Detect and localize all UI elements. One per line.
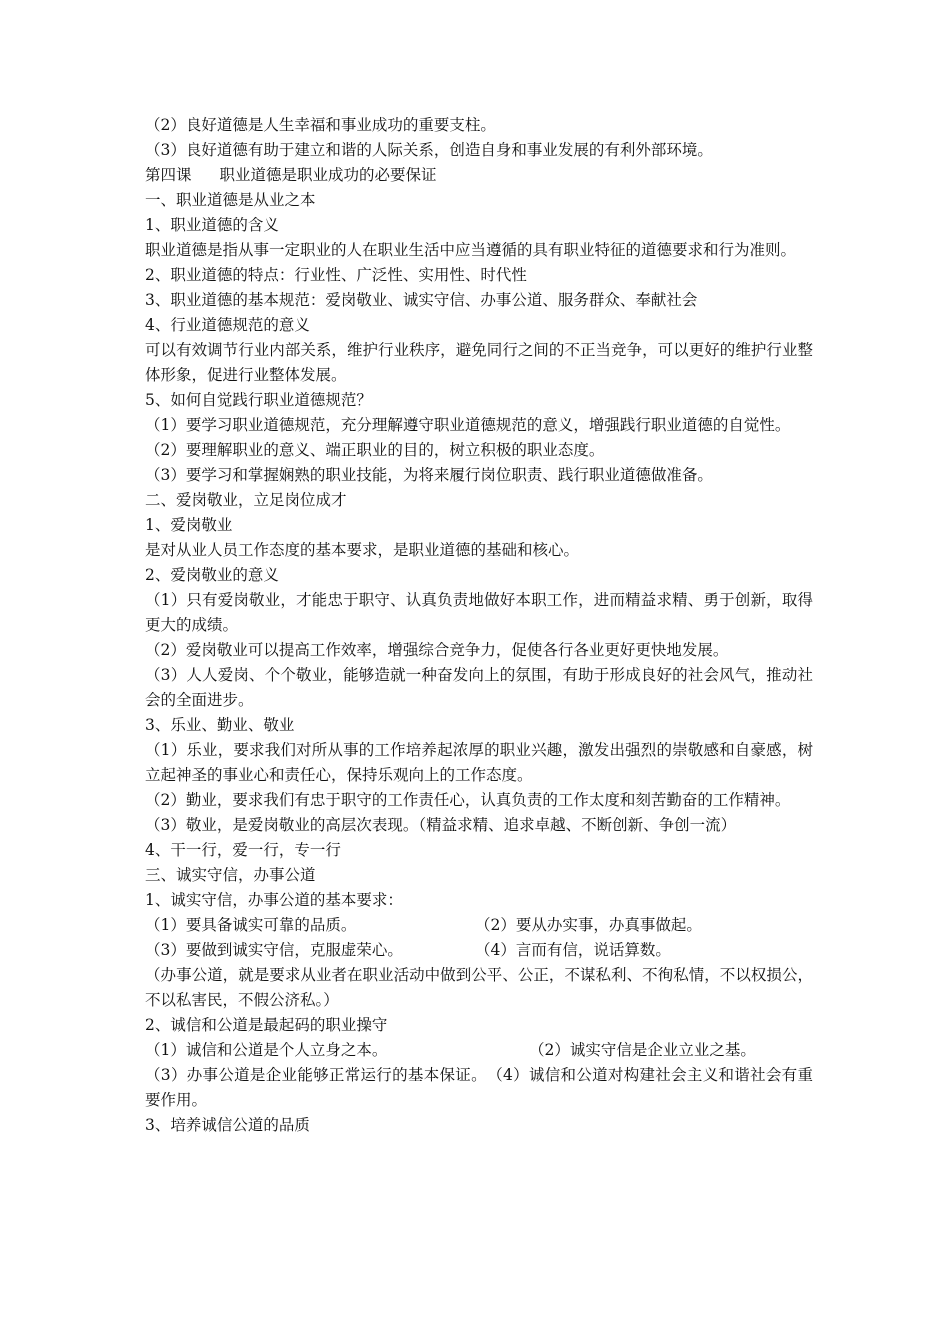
list-item: （3）要学习和掌握娴熟的职业技能，为将来履行岗位职责、践行职业道德做准备。 xyxy=(145,466,713,484)
list-item: （2）爱岗敬业可以提高工作效率，增强综合竞争力，促使各行各业更好更快地发展。 xyxy=(145,641,729,659)
section-heading: 二、爱岗敬业，立足岗位成才 xyxy=(145,491,347,509)
list-item xyxy=(145,1063,813,1113)
paragraph: 职业道德是指从事一定职业的人在职业生活中应当遵循的具有职业特征的道德要求和行为准则。 xyxy=(145,241,797,259)
list-item: （3）人人爱岗、个个敬业，能够造就一种奋发向上的氛围，有助于形成良好的社会风气，推动社会的全面进步。 xyxy=(145,666,813,709)
subsection-heading: 4、行业道德规范的意义 xyxy=(145,316,310,334)
subsection-heading: 5、如何自觉践行职业道德规范？ xyxy=(145,391,372,409)
lesson-number: 第四课 xyxy=(145,166,192,184)
list-item: （1）只有爱岗敬业，才能忠于职守、认真负责地做好本职工作，进而精益求精、勇于创新，取得更大的成绩。 xyxy=(145,591,813,634)
list-item: （3）要做到诚实守信，克服虚荣心。 xyxy=(145,941,403,959)
lesson-name: 职业道德是职业成功的必要保证 xyxy=(219,166,437,184)
list-item: （2）要理解职业的意义、端正职业的目的，树立积极的职业态度。 xyxy=(145,441,605,459)
two-column-row xyxy=(145,938,813,963)
subsection-heading: 2、诚信和公道是最起码的职业操守 xyxy=(145,1016,388,1034)
subsection-heading: 3、职业道德的基本规范：爱岗敬业、诚实守信、办事公道、服务群众、奉献社会 xyxy=(145,291,698,309)
two-column-row xyxy=(145,913,813,938)
document-page xyxy=(145,113,813,1138)
two-column-row xyxy=(145,1038,813,1063)
list-item: （2）诚实守信是企业立业之基。 xyxy=(529,1041,756,1059)
section-heading: 三、诚实守信，办事公道 xyxy=(145,866,316,884)
list-item: （1）诚信和公道是个人立身之本。 xyxy=(145,1041,388,1059)
list-item: （1）要学习职业道德规范，充分理解遵守职业道德规范的意义，增强践行职业道德的自觉性。 xyxy=(145,416,791,434)
text-line: （2）良好道德是人生幸福和事业成功的重要支柱。 xyxy=(145,116,496,134)
subsection-heading: 3、培养诚信公道的品质 xyxy=(145,1116,310,1134)
lesson-title xyxy=(145,163,813,188)
paragraph: 是对从业人员工作态度的基本要求，是职业道德的基础和核心。 xyxy=(145,541,580,559)
list-item: （3）敬业，是爱岗敬业的高层次表现。（精益求精、追求卓越、不断创新、争创一流） xyxy=(145,816,737,834)
list-item: （1）要具备诚实可靠的品质。 xyxy=(145,916,357,934)
subsection-heading: 3、乐业、勤业、敬业 xyxy=(145,716,295,734)
subsection-heading: 1、职业道德的含义 xyxy=(145,216,279,234)
list-item: （2）勤业，要求我们有忠于职守的工作责任心，认真负责的工作太度和刻苦勤奋的工作精神。 xyxy=(145,791,791,809)
subsection-heading: 2、爱岗敬业的意义 xyxy=(145,566,279,584)
list-item: （4）言而有信，说话算数。 xyxy=(475,941,671,959)
subsection-heading: 4、干一行，爱一行，专一行 xyxy=(145,841,341,859)
paragraph: 可以有效调节行业内部关系，维护行业秩序，避免同行之间的不正当竞争，可以更好的维护行业整体形象，促进行业整体发展。 xyxy=(145,341,813,384)
list-item: （2）要从办实事，办真事做起。 xyxy=(475,916,702,934)
section-heading: 一、职业道德是从业之本 xyxy=(145,191,316,209)
list-item-part: （4）诚信和公道对构建社会主义和谐社会有重要作用。 xyxy=(145,1066,813,1109)
text-line: （3）良好道德有助于建立和谐的人际关系，创造自身和事业发展的有利外部环境。 xyxy=(145,141,713,159)
subsection-heading: 1、诚实守信，办事公道的基本要求： xyxy=(145,891,403,909)
paragraph-note: （办事公道，就是要求从业者在职业活动中做到公平、公正，不谋私利、不徇私情，不以权损公，不以私害民，不假公济私。） xyxy=(145,966,813,1009)
subsection-heading: 2、职业道德的特点：行业性、广泛性、实用性、时代性 xyxy=(145,266,527,284)
list-item: （1）乐业，要求我们对所从事的工作培养起浓厚的职业兴趣，激发出强烈的崇敬感和自豪感，树立起神圣的事业心和责任心，保持乐观向上的工作态度。 xyxy=(145,741,813,784)
list-item-part: （3）办事公道是企业能够正常运行的基本保证。 xyxy=(145,1066,480,1084)
subsection-heading: 1、爱岗敬业 xyxy=(145,516,233,534)
